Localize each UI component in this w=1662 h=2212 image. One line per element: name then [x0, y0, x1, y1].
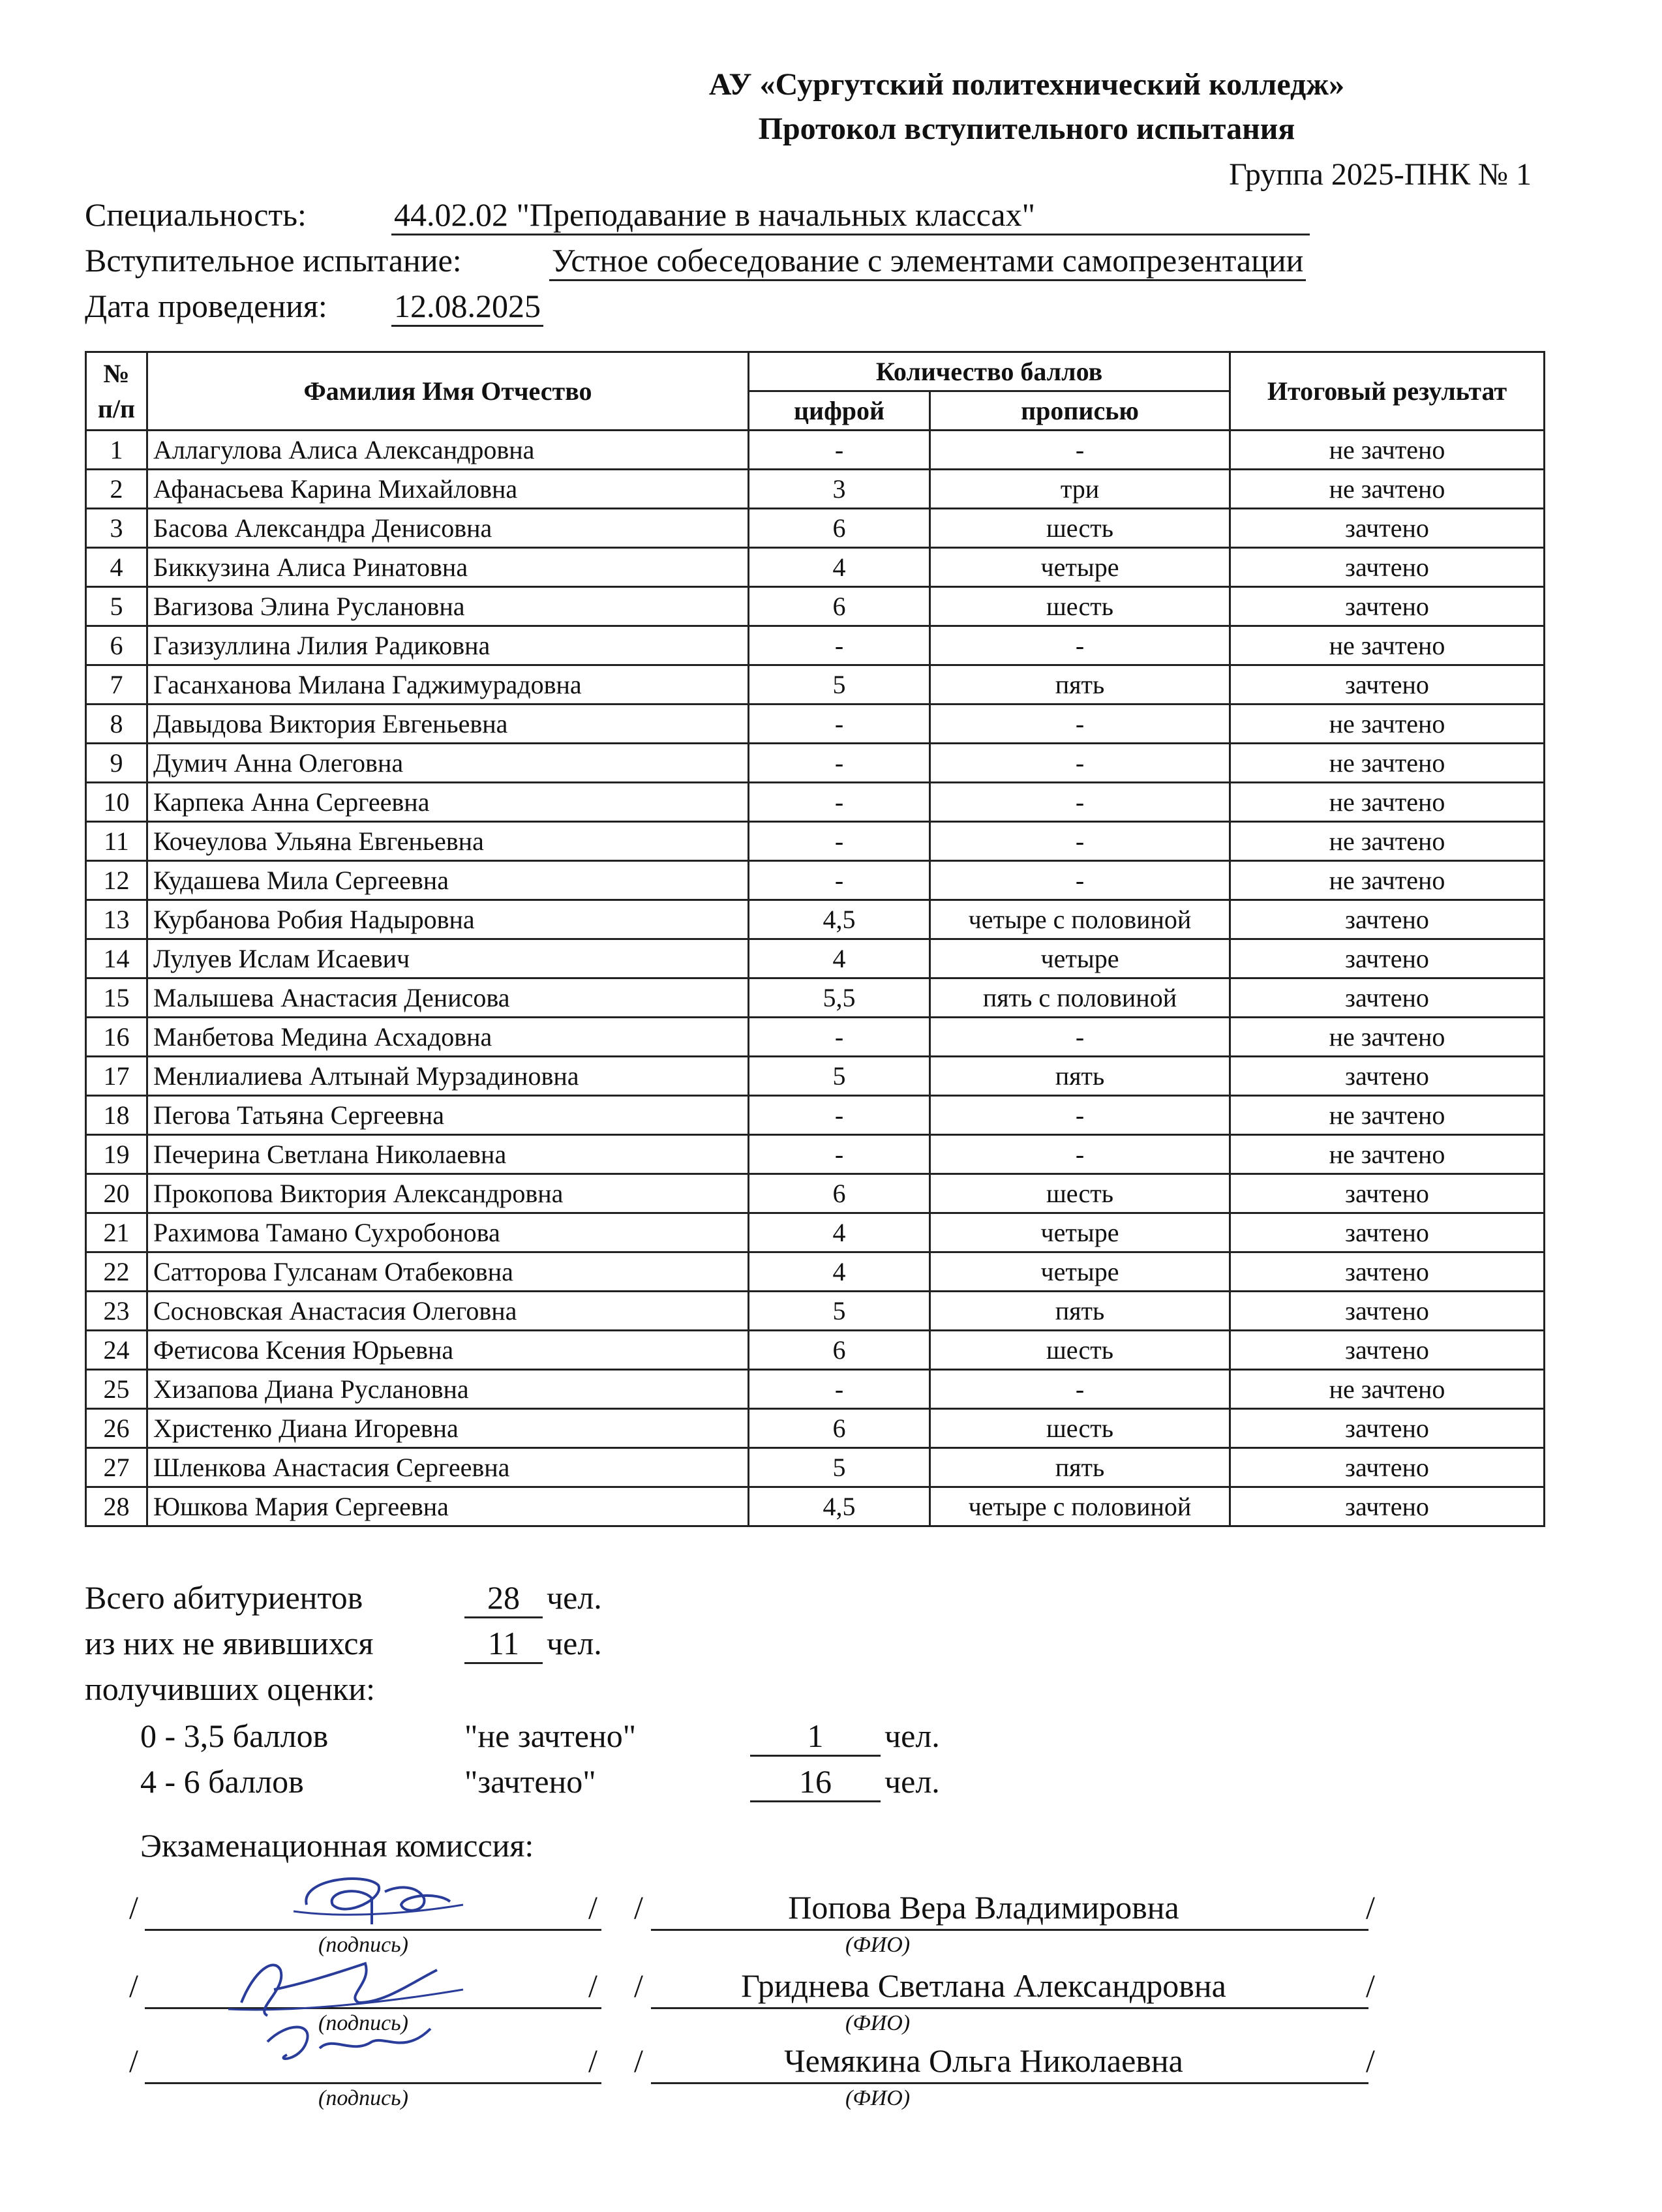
row-result: зачтено	[1230, 1292, 1545, 1331]
row-name: Прокопова Виктория Александровна	[147, 1174, 749, 1213]
row-score-words: -	[930, 783, 1230, 822]
specialty-line	[85, 196, 1035, 234]
range2-result: "зачтено"	[464, 1763, 596, 1800]
row-result: не зачтено	[1230, 626, 1545, 665]
row-score-words: -	[930, 861, 1230, 900]
row-number: 9	[86, 744, 147, 783]
row-number: 18	[86, 1096, 147, 1135]
fio-caption: (ФИО)	[845, 1933, 911, 1957]
row-score-digits: 4	[749, 1252, 930, 1292]
table-row	[86, 548, 1545, 587]
row-name: Малышева Анастасия Денисова	[147, 978, 749, 1018]
row-score-words: -	[930, 1135, 1230, 1174]
row-result: не зачтено	[1230, 470, 1545, 509]
fio-caption: (ФИО)	[845, 2011, 911, 2035]
slash-close: /	[588, 1967, 597, 2004]
slash-close: /	[588, 2042, 597, 2079]
table-row	[86, 1252, 1545, 1292]
row-name: Думич Анна Олеговна	[147, 744, 749, 783]
signature-line	[145, 2082, 601, 2084]
row-number: 1	[86, 431, 147, 470]
row-score-digits: 4,5	[749, 1487, 930, 1526]
row-score-words: четыре	[930, 1213, 1230, 1252]
row-name: Давыдова Виктория Евгеньевна	[147, 705, 749, 744]
row-score-words: четыре с половиной	[930, 1487, 1230, 1526]
range1-label: 0 - 3,5 баллов	[140, 1718, 329, 1754]
signature-caption: (подпись)	[318, 2011, 408, 2035]
absent-label: из них не явившихся	[85, 1625, 374, 1661]
table-row	[86, 744, 1545, 783]
row-result: зачтено	[1230, 1057, 1545, 1096]
row-score-words: четыре	[930, 939, 1230, 978]
exam-label: Вступительное испытание:	[85, 242, 462, 279]
exam-line	[85, 241, 1304, 279]
row-score-words: пять с половиной	[930, 978, 1230, 1018]
row-result: зачтено	[1230, 900, 1545, 939]
row-score-digits: 4	[749, 1213, 930, 1252]
row-number: 27	[86, 1448, 147, 1487]
table-row	[86, 1174, 1545, 1213]
row-score-words: шесть	[930, 587, 1230, 626]
row-number: 12	[86, 861, 147, 900]
slash-open: /	[129, 1889, 138, 1926]
row-name: Аллагулова Алиса Александровна	[147, 431, 749, 470]
row-score-words: -	[930, 705, 1230, 744]
row-name: Басова Александра Денисовна	[147, 509, 749, 548]
signature-caption: (подпись)	[318, 1933, 408, 1957]
row-name: Христенко Диана Игоревна	[147, 1409, 749, 1448]
fio-caption: (ФИО)	[845, 2086, 911, 2110]
row-number: 5	[86, 587, 147, 626]
row-score-digits: 4	[749, 939, 930, 978]
slash-open: /	[634, 2042, 643, 2079]
row-number: 26	[86, 1409, 147, 1448]
table-row	[86, 1370, 1545, 1409]
table-row	[86, 939, 1545, 978]
row-score-digits: -	[749, 1018, 930, 1057]
fio-line	[651, 2082, 1368, 2084]
row-score-words: -	[930, 744, 1230, 783]
row-result: зачтено	[1230, 1331, 1545, 1370]
row-number: 2	[86, 470, 147, 509]
row-name: Газизуллина Лилия Радиковна	[147, 626, 749, 665]
group-label: Группа 2025-ПНК № 1	[1229, 157, 1532, 192]
row-name: Кудашева Мила Сергеевна	[147, 861, 749, 900]
row-result: не зачтено	[1230, 1370, 1545, 1409]
row-result: зачтено	[1230, 1448, 1545, 1487]
received-label: получивших оценки:	[85, 1671, 375, 1707]
row-name: Рахимова Тамано Сухробонова	[147, 1213, 749, 1252]
row-result: зачтено	[1230, 1213, 1545, 1252]
row-score-digits: -	[749, 1096, 930, 1135]
row-result: зачтено	[1230, 548, 1545, 587]
row-result: зачтено	[1230, 587, 1545, 626]
signature-1-icon	[287, 1866, 470, 1944]
row-score-digits: 3	[749, 470, 930, 509]
row-result: не зачтено	[1230, 705, 1545, 744]
row-score-words: три	[930, 470, 1230, 509]
col-header-words: прописью	[930, 391, 1230, 431]
absent-value: 11	[464, 1624, 543, 1664]
table-row	[86, 1096, 1545, 1135]
row-name: Сатторова Гулсанам Отабековна	[147, 1252, 749, 1292]
slash-close: /	[588, 1889, 597, 1926]
table-row	[86, 1292, 1545, 1331]
table-row	[86, 509, 1545, 548]
col-header-result: Итоговый результат	[1230, 352, 1545, 431]
row-score-digits: 5,5	[749, 978, 930, 1018]
row-result: не зачтено	[1230, 1135, 1545, 1174]
row-result: зачтено	[1230, 1174, 1545, 1213]
row-score-words: -	[930, 626, 1230, 665]
row-score-digits: -	[749, 1135, 930, 1174]
results-table	[85, 351, 1545, 1527]
row-number: 4	[86, 548, 147, 587]
row-number: 3	[86, 509, 147, 548]
row-score-words: шесть	[930, 1409, 1230, 1448]
row-number: 24	[86, 1331, 147, 1370]
row-score-digits: -	[749, 783, 930, 822]
total-value: 28	[464, 1579, 543, 1618]
row-score-words: -	[930, 822, 1230, 861]
row-name: Печерина Светлана Николаевна	[147, 1135, 749, 1174]
range2-label: 4 - 6 баллов	[140, 1763, 304, 1800]
table-row	[86, 1135, 1545, 1174]
row-name: Фетисова Ксения Юрьевна	[147, 1331, 749, 1370]
row-score-digits: -	[749, 705, 930, 744]
row-score-digits: 6	[749, 1409, 930, 1448]
row-score-words: пять	[930, 1448, 1230, 1487]
row-result: не зачтено	[1230, 431, 1545, 470]
row-number: 23	[86, 1292, 147, 1331]
row-number: 17	[86, 1057, 147, 1096]
row-score-digits: 5	[749, 1292, 930, 1331]
total-unit: чел.	[547, 1579, 602, 1616]
total-label: Всего абитуриентов	[85, 1579, 363, 1616]
range1-unit: чел.	[884, 1718, 940, 1754]
row-result: не зачтено	[1230, 822, 1545, 861]
row-name: Хизапова Диана Руслановна	[147, 1370, 749, 1409]
table-row	[86, 1331, 1545, 1370]
table-row	[86, 1057, 1545, 1096]
row-name: Манбетова Медина Асхадовна	[147, 1018, 749, 1057]
row-score-words: пять	[930, 665, 1230, 705]
row-number: 19	[86, 1135, 147, 1174]
table-row	[86, 705, 1545, 744]
member-name: Гриднева Светлана Александровна	[741, 1967, 1226, 2004]
date-label: Дата проведения:	[85, 288, 327, 324]
table-row	[86, 431, 1545, 470]
table-row	[86, 665, 1545, 705]
range2-count: 16	[750, 1763, 881, 1802]
row-result: не зачтено	[1230, 1096, 1545, 1135]
row-number: 14	[86, 939, 147, 978]
row-result: зачтено	[1230, 665, 1545, 705]
row-score-digits: -	[749, 1370, 930, 1409]
row-result: зачтено	[1230, 1409, 1545, 1448]
row-score-digits: 5	[749, 1057, 930, 1096]
absent-unit: чел.	[547, 1625, 602, 1661]
commission-label: Экзаменационная комиссия:	[140, 1827, 534, 1864]
row-name: Кочеулова Ульяна Евгеньевна	[147, 822, 749, 861]
table-row	[86, 861, 1545, 900]
document-title: Протокол вступительного испытания	[758, 112, 1295, 146]
slash-open: /	[634, 1889, 643, 1926]
row-score-words: пять	[930, 1057, 1230, 1096]
row-number: 6	[86, 626, 147, 665]
row-number: 16	[86, 1018, 147, 1057]
table-row	[86, 1018, 1545, 1057]
row-score-words: пять	[930, 1292, 1230, 1331]
exam-value: Устное собеседование с элементами самопрезентации	[549, 241, 1306, 281]
specialty-label: Специальность:	[85, 196, 307, 233]
row-name: Курбанова Робия Надыровна	[147, 900, 749, 939]
range1-count: 1	[750, 1717, 881, 1757]
slash-close: /	[1366, 1889, 1375, 1926]
row-score-digits: -	[749, 626, 930, 665]
organization-name: АУ «Сургутский политехнический колледж»	[708, 67, 1345, 102]
range1-result: "не зачтено"	[464, 1718, 637, 1754]
row-number: 7	[86, 665, 147, 705]
row-number: 25	[86, 1370, 147, 1409]
slash-close: /	[1366, 1967, 1375, 2004]
row-name: Сосновская Анастасия Олеговна	[147, 1292, 749, 1331]
row-score-words: четыре с половиной	[930, 900, 1230, 939]
col-header-name: Фамилия Имя Отчество	[147, 352, 749, 431]
row-score-digits: 5	[749, 665, 930, 705]
fio-line	[651, 1929, 1368, 1931]
row-name: Менлиалиева Алтынай Мурзадиновна	[147, 1057, 749, 1096]
table-row	[86, 1213, 1545, 1252]
range2-unit: чел.	[884, 1763, 940, 1800]
row-name: Юшкова Мария Сергеевна	[147, 1487, 749, 1526]
slash-open: /	[129, 1967, 138, 2004]
row-score-digits: 6	[749, 1331, 930, 1370]
signature-3-icon	[248, 2009, 444, 2081]
row-score-digits: 6	[749, 509, 930, 548]
specialty-value: 44.02.02 "Преподавание в начальных классах"	[391, 196, 1310, 235]
row-name: Вагизова Элина Руслановна	[147, 587, 749, 626]
row-score-digits: -	[749, 861, 930, 900]
slash-close: /	[1366, 2042, 1375, 2079]
row-result: зачтено	[1230, 509, 1545, 548]
row-result: не зачтено	[1230, 744, 1545, 783]
row-score-digits: 4	[749, 548, 930, 587]
row-score-digits: -	[749, 744, 930, 783]
table-row	[86, 470, 1545, 509]
row-number: 22	[86, 1252, 147, 1292]
table-row	[86, 1409, 1545, 1448]
row-number: 20	[86, 1174, 147, 1213]
member-name: Чемякина Ольга Николаевна	[784, 2042, 1183, 2079]
row-score-digits: 5	[749, 1448, 930, 1487]
row-result: зачтено	[1230, 1252, 1545, 1292]
row-result: не зачтено	[1230, 1018, 1545, 1057]
row-score-words: -	[930, 431, 1230, 470]
row-result: не зачтено	[1230, 861, 1545, 900]
row-score-digits: 4,5	[749, 900, 930, 939]
date-value: 12.08.2025	[391, 287, 543, 327]
row-number: 13	[86, 900, 147, 939]
row-score-digits: -	[749, 431, 930, 470]
fio-line	[651, 2007, 1368, 2009]
row-score-words: -	[930, 1018, 1230, 1057]
row-score-digits: 6	[749, 1174, 930, 1213]
row-number: 21	[86, 1213, 147, 1252]
row-number: 28	[86, 1487, 147, 1526]
row-score-words: шесть	[930, 509, 1230, 548]
table-row	[86, 900, 1545, 939]
col-header-digits: цифрой	[749, 391, 930, 431]
date-line	[85, 287, 541, 325]
signature-caption: (подпись)	[318, 2086, 408, 2110]
row-score-words: четыре	[930, 548, 1230, 587]
table-row	[86, 587, 1545, 626]
row-name: Шленкова Анастасия Сергеевна	[147, 1448, 749, 1487]
row-name: Афанасьева Карина Михайловна	[147, 470, 749, 509]
row-score-words: шесть	[930, 1174, 1230, 1213]
row-number: 11	[86, 822, 147, 861]
row-number: 10	[86, 783, 147, 822]
row-score-words: -	[930, 1096, 1230, 1135]
table-row	[86, 1487, 1545, 1526]
row-name: Карпека Анна Сергеевна	[147, 783, 749, 822]
col-header-number: № п/п	[86, 352, 147, 431]
row-score-digits: 6	[749, 587, 930, 626]
row-score-words: шесть	[930, 1331, 1230, 1370]
row-result: зачтено	[1230, 939, 1545, 978]
member-name: Попова Вера Владимировна	[788, 1889, 1179, 1926]
table-row	[86, 978, 1545, 1018]
row-name: Гасанханова Милана Гаджимурадовна	[147, 665, 749, 705]
row-number: 15	[86, 978, 147, 1018]
slash-open: /	[129, 2042, 138, 2079]
row-result: не зачтено	[1230, 783, 1545, 822]
row-result: зачтено	[1230, 1487, 1545, 1526]
row-result: зачтено	[1230, 978, 1545, 1018]
row-score-words: -	[930, 1370, 1230, 1409]
slash-open: /	[634, 1967, 643, 2004]
table-row	[86, 1448, 1545, 1487]
table-row	[86, 822, 1545, 861]
col-header-score-group: Количество баллов	[749, 352, 1230, 391]
row-name: Пегова Татьяна Сергеевна	[147, 1096, 749, 1135]
row-score-words: четыре	[930, 1252, 1230, 1292]
table-row	[86, 626, 1545, 665]
row-name: Биккузина Алиса Ринатовна	[147, 548, 749, 587]
table-row	[86, 783, 1545, 822]
row-score-digits: -	[749, 822, 930, 861]
row-name: Лулуев Ислам Исаевич	[147, 939, 749, 978]
row-number: 8	[86, 705, 147, 744]
